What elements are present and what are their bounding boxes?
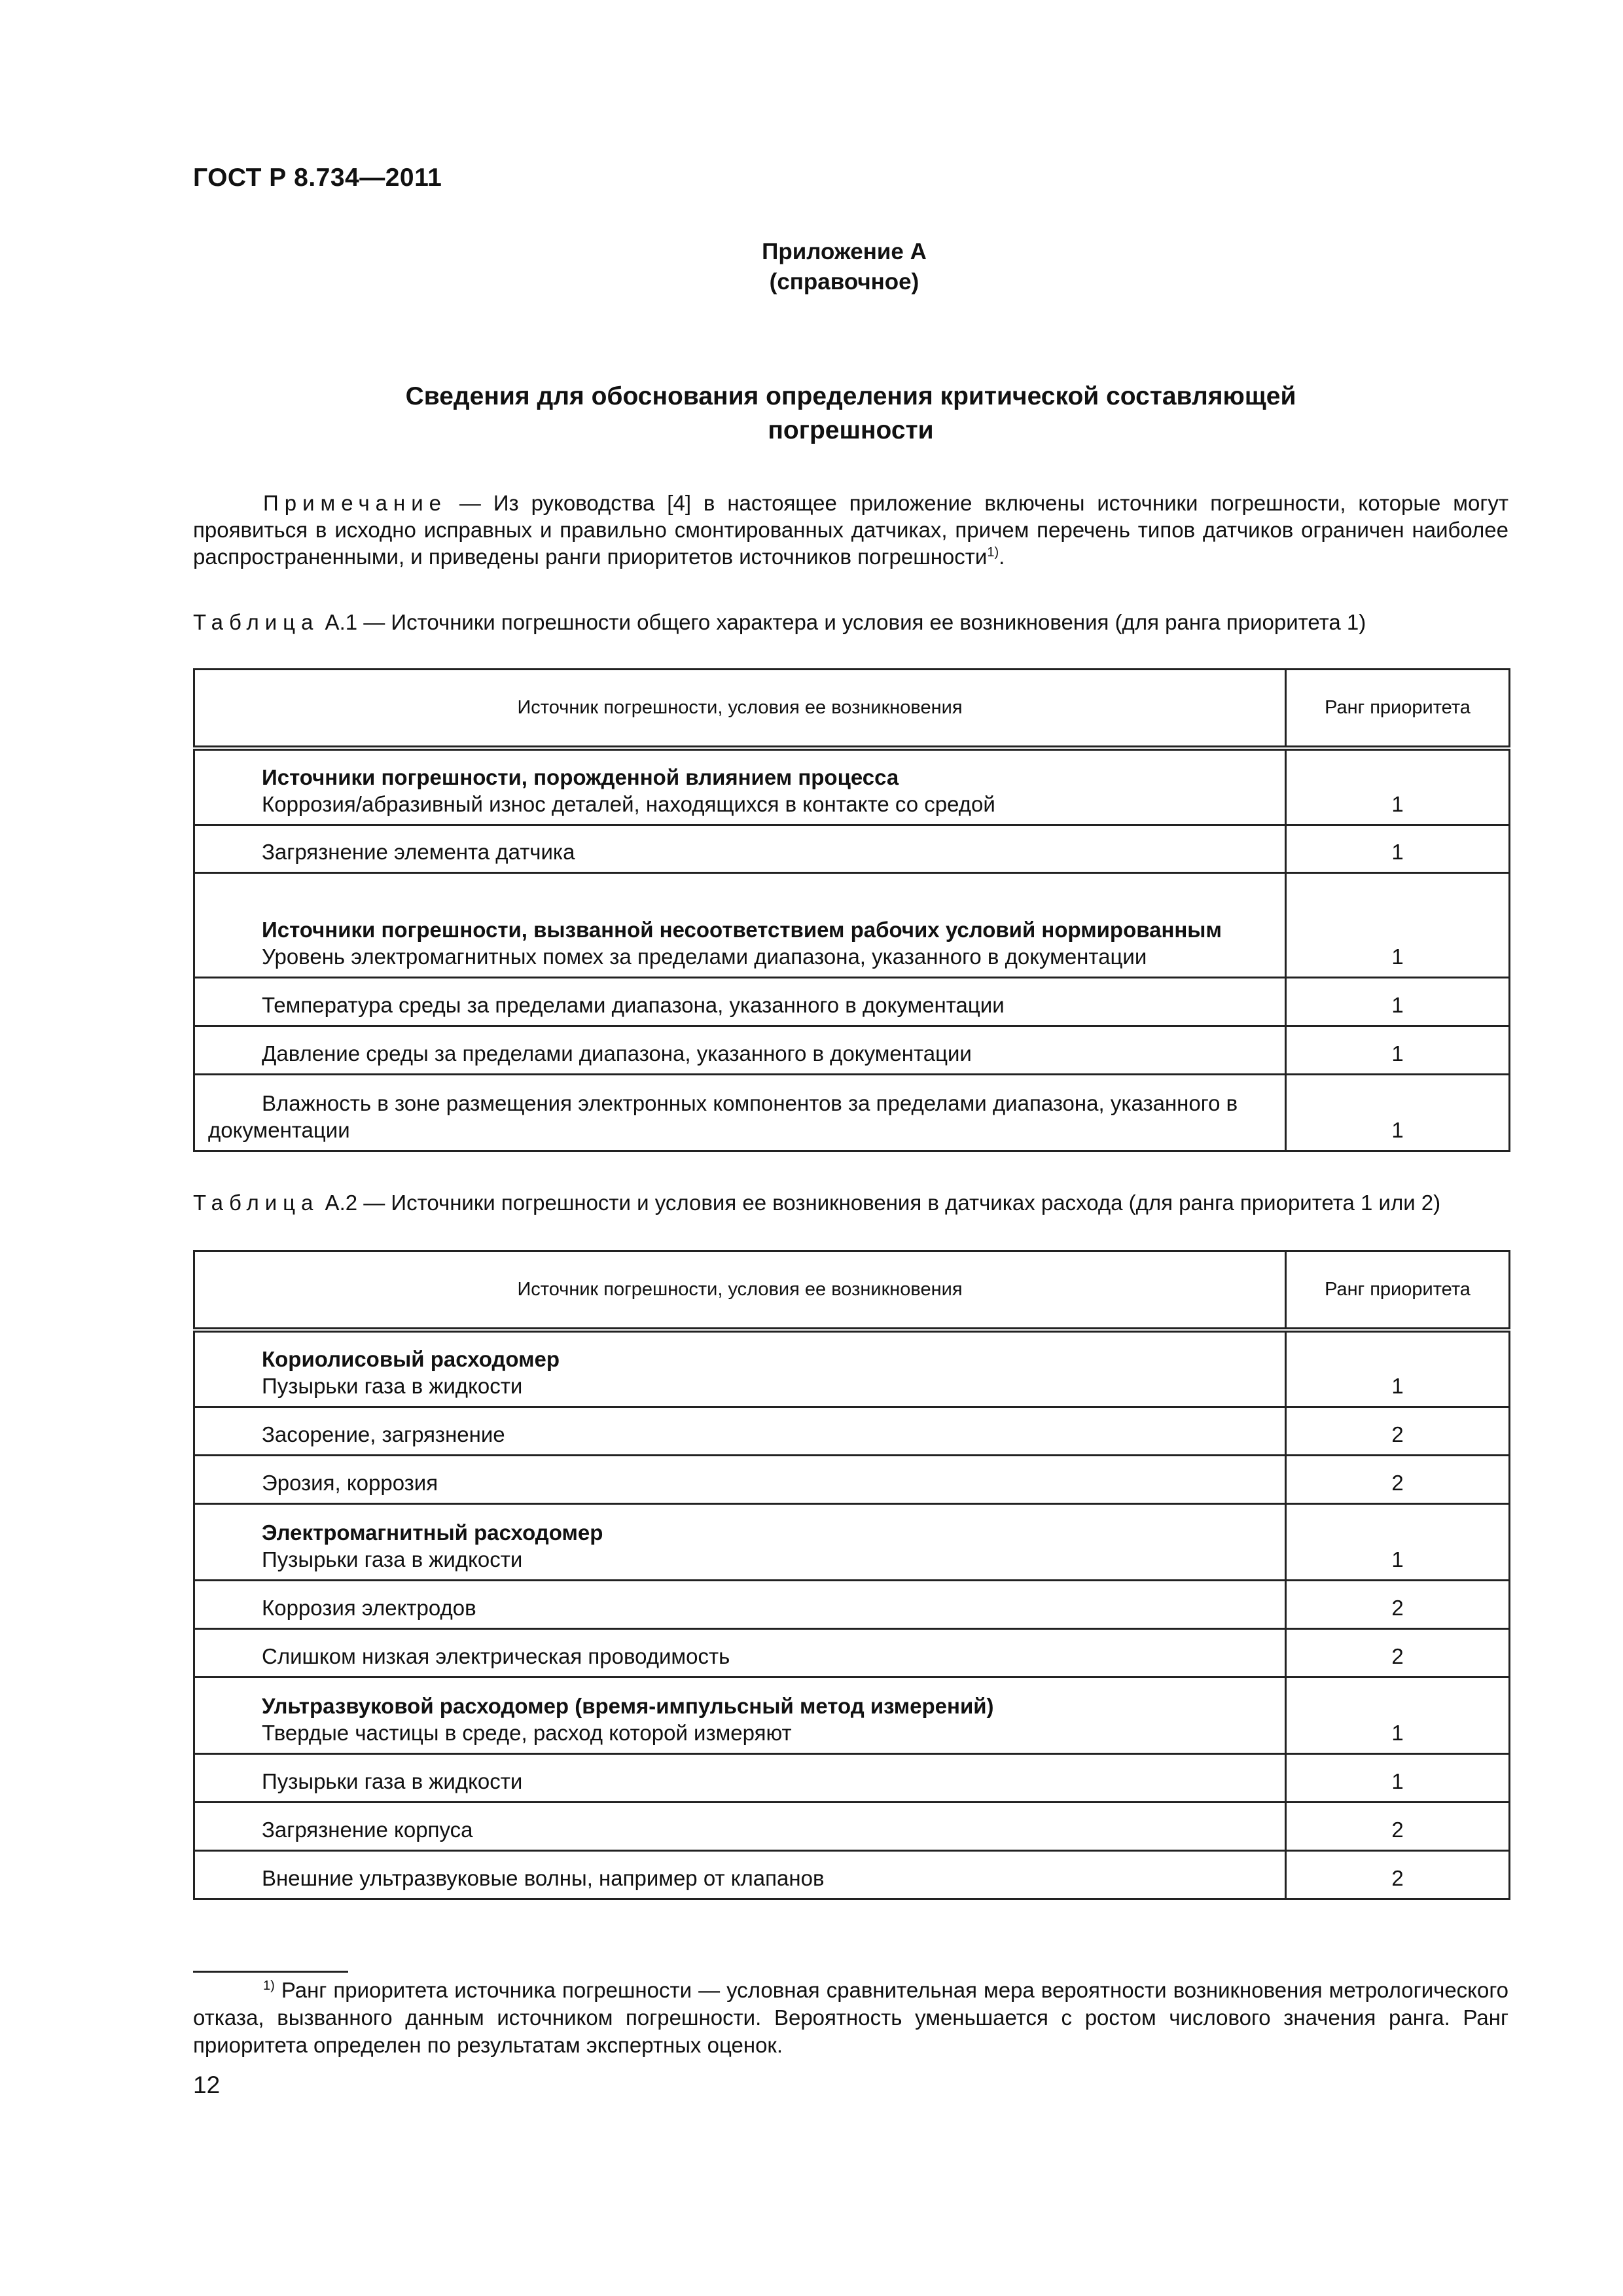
table-a1-caption-text: А.1 — Источники погрешности общего характера и условия ее возникновения (для ранга приоритета 1): [319, 610, 1366, 634]
source-text: Температура среды за пределами диапазона, указанного в документации: [262, 992, 1005, 1017]
group-heading: Электромагнитный расходомер: [262, 1520, 603, 1545]
table-a2-caption: [193, 1189, 1508, 1216]
group-heading: Ультразвуковой расходомер (время-импульсный метод измерений): [262, 1693, 994, 1718]
document-code: ГОСТ Р 8.734—2011: [193, 164, 442, 192]
source-cell: [194, 1580, 1286, 1628]
rank-cell: 2: [1286, 1407, 1510, 1455]
source-text: Пузырьки газа в жидкости: [262, 1768, 523, 1793]
source-text: Пузырьки газа в жидкости: [262, 1547, 523, 1571]
table-a1: [193, 668, 1510, 1152]
source-text: Эрозия, коррозия: [262, 1470, 438, 1495]
footnote: [193, 1977, 1508, 2059]
source-cell: [194, 1802, 1286, 1850]
source-text: Коррозия/абразивный износ деталей, находящихся в контакте со средой: [262, 791, 995, 816]
footnote-reference: 1): [987, 545, 999, 560]
source-cell: [194, 1753, 1286, 1802]
rank-cell: 1: [1286, 872, 1510, 977]
table-row: [194, 748, 1510, 825]
column-header-source: Источник погрешности, условия ее возникновения: [194, 670, 1286, 749]
note-text: — Из руководства [4] в настоящее приложение включены источники погрешности, которые могут проявиться в исходно исправных и правильно смонтированных датчиках, причем перечень типов датчиков ограничен наиболее распространенными, и приведены ранги приоритетов источников погрешности: [193, 491, 1508, 569]
source-text: Слишком низкая электрическая проводимость: [262, 1643, 730, 1668]
table-row: [194, 1074, 1510, 1151]
table-a2-caption-text: А.2 — Источники погрешности и условия ее возникновения в датчиках расхода (для ранга приоритета 1 или 2): [319, 1191, 1441, 1215]
source-text: Твердые частицы в среде, расход которой измеряют: [262, 1720, 792, 1745]
source-cell: [194, 748, 1286, 825]
rank-cell: 1: [1286, 1330, 1510, 1407]
table-row: [194, 1802, 1510, 1850]
source-cell: [194, 977, 1286, 1026]
rank-cell: 2: [1286, 1580, 1510, 1628]
footnote-divider: [193, 1971, 348, 1973]
rank-cell: 1: [1286, 977, 1510, 1026]
table-a1-caption: [193, 609, 1508, 636]
table-a1-caption-label: Таблица: [193, 610, 319, 634]
table-row: [194, 1677, 1510, 1753]
source-cell: [194, 1455, 1286, 1503]
rank-cell: 1: [1286, 1677, 1510, 1753]
table-row: [194, 1628, 1510, 1677]
rank-cell: 2: [1286, 1628, 1510, 1677]
source-cell: [194, 1330, 1286, 1407]
table-row: [194, 1503, 1510, 1580]
column-header-source: Источник погрешности, условия ее возникновения: [194, 1251, 1286, 1331]
section-title-line-1: Сведения для обоснования определения критической составляющей: [405, 382, 1296, 410]
source-cell: [194, 825, 1286, 872]
column-header-rank: Ранг приоритета: [1286, 670, 1510, 749]
table-row: [194, 872, 1510, 977]
source-cell: [194, 1850, 1286, 1899]
group-heading: Источники погрешности, вызванной несоответствием рабочих условий нормированным: [262, 917, 1222, 942]
table-row: [194, 1850, 1510, 1899]
appendix-heading: [641, 237, 1047, 297]
rank-cell: 1: [1286, 1753, 1510, 1802]
source-cell: [194, 1677, 1286, 1753]
table-row: [194, 1407, 1510, 1455]
rank-cell: 1: [1286, 1074, 1510, 1151]
source-text: Коррозия электродов: [262, 1595, 476, 1620]
source-text: Загрязнение элемента датчика: [262, 839, 575, 864]
table-row: [194, 825, 1510, 872]
table-a2-caption-label: Таблица: [193, 1191, 319, 1215]
appendix-type: (справочное): [769, 269, 919, 295]
rank-cell: 1: [1286, 1503, 1510, 1580]
section-title: [193, 380, 1508, 448]
source-text: Уровень электромагнитных помех за пределами диапазона, указанного в документации: [262, 944, 1147, 969]
table-row: [194, 1330, 1510, 1407]
table-row: [194, 977, 1510, 1026]
note-label: Примечание: [263, 491, 448, 515]
appendix-title: Приложение А: [762, 239, 927, 264]
source-cell: [194, 1074, 1286, 1151]
note-end: .: [999, 545, 1005, 569]
source-text: Засорение, загрязнение: [262, 1422, 505, 1446]
table-a2: [193, 1250, 1510, 1900]
group-heading: Кориолисовый расходомер: [262, 1346, 560, 1371]
table-row: [194, 1753, 1510, 1802]
source-cell: [194, 1407, 1286, 1455]
column-header-rank: Ранг приоритета: [1286, 1251, 1510, 1331]
rank-cell: 1: [1286, 825, 1510, 872]
rank-cell: 2: [1286, 1802, 1510, 1850]
table-row: [194, 1026, 1510, 1074]
source-text: Влажность в зоне размещения электронных компонентов за пределами диапазона, указанного в документации: [208, 1090, 1238, 1142]
section-title-line-2: погрешности: [768, 416, 934, 444]
source-cell: [194, 1026, 1286, 1074]
footnote-text: Ранг приоритета источника погрешности — условная сравнительная мера вероятности возникновения метрологического отказа, вызванного данным источником погрешности. Вероятность уменьшается с ростом числового значения ранга. Ранг приоритета определен по результатам экспертных оценок.: [193, 1978, 1508, 2057]
source-text: Давление среды за пределами диапазона, указанного в документации: [262, 1041, 972, 1066]
group-heading: Источники погрешности, порожденной влиянием процесса: [262, 764, 899, 789]
rank-cell: 2: [1286, 1850, 1510, 1899]
table-header-row: [194, 1251, 1510, 1331]
rank-cell: 1: [1286, 1026, 1510, 1074]
table-row: [194, 1580, 1510, 1628]
footnote-marker: 1): [263, 1979, 275, 1993]
source-cell: [194, 1628, 1286, 1677]
source-text: Пузырьки газа в жидкости: [262, 1373, 523, 1398]
rank-cell: 2: [1286, 1455, 1510, 1503]
source-text: Загрязнение корпуса: [262, 1817, 473, 1842]
table-row: [194, 1455, 1510, 1503]
rank-cell: 1: [1286, 748, 1510, 825]
page-number: 12: [193, 2072, 221, 2098]
source-cell: [194, 1503, 1286, 1580]
note-paragraph: [193, 490, 1508, 570]
table-header-row: [194, 670, 1510, 749]
source-cell: [194, 872, 1286, 977]
source-text: Внешние ультразвуковые волны, например от клапанов: [262, 1865, 825, 1890]
